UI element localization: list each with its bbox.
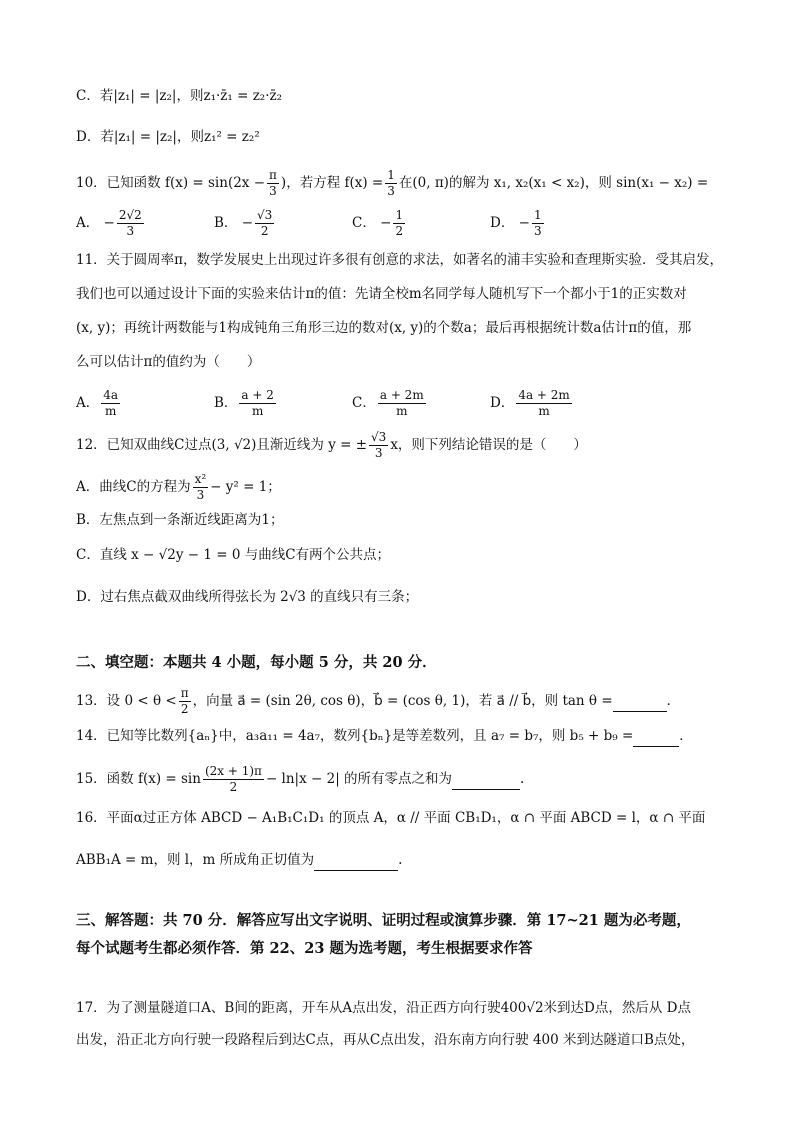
q12-stem bbox=[76, 430, 587, 461]
q11-option-a bbox=[76, 388, 122, 419]
q11-option-b bbox=[214, 388, 278, 419]
q11-option-a-label: A． bbox=[76, 395, 100, 411]
q11-option-d-den: m bbox=[538, 404, 550, 418]
q16-line-2-end: . bbox=[398, 852, 403, 868]
q13-answer-blank bbox=[613, 691, 667, 712]
q13-stem-part2: ，向量 a⃗ = (sin 2θ, cos θ)，b⃗ = (cos θ, 1)，若 a⃗ // b⃗，则 tan θ = bbox=[192, 693, 613, 709]
q12-option-a-part2: − y² = 1； bbox=[210, 479, 281, 495]
q16-line-2-text: ABB₁A = m，则 l，m 所成角正切值为 bbox=[76, 852, 315, 868]
q12-option-c: C．直线 x − √2y − 1 = 0 与曲线C有两个公共点； bbox=[76, 547, 391, 563]
q10-fraction-1-3 bbox=[385, 168, 397, 199]
q10-option-c bbox=[352, 208, 407, 239]
q15-answer-blank bbox=[452, 769, 520, 790]
q12-option-a bbox=[76, 472, 281, 503]
q11-option-c-label: C． bbox=[352, 395, 376, 411]
q12-stem-part1: 12．已知双曲线C过点(3, √2)且渐近线为 y = ± bbox=[76, 437, 368, 453]
q15-stem-end: . bbox=[520, 771, 525, 787]
q9-option-d: D．若|z₁| = |z₂|，则z₁² = z₂² bbox=[76, 129, 260, 145]
q10-frac2-den: 3 bbox=[387, 184, 395, 198]
q10-option-b-label: B． − bbox=[214, 215, 254, 231]
section-2-heading: 二、填空题：本题共 4 小题，每小题 5 分，共 20 分． bbox=[76, 654, 437, 671]
q11-option-c-den: m bbox=[396, 404, 408, 418]
q10-option-a-num: 2√2 bbox=[118, 208, 142, 222]
q10-option-d bbox=[490, 208, 546, 239]
q10-option-c-label: C． − bbox=[352, 215, 392, 231]
q10-option-d-den: 3 bbox=[533, 224, 542, 238]
q12-option-a-den: 3 bbox=[196, 488, 205, 502]
q10-option-d-fraction bbox=[532, 208, 544, 239]
q11-option-c bbox=[352, 388, 428, 419]
q11-option-d-num: 4a + 2m bbox=[518, 388, 570, 402]
q10-option-b-num: √3 bbox=[257, 208, 273, 222]
q9-option-c: C．若|z₁| = |z₂|，则z₁·z̄₁ = z₂·z̄₂ bbox=[76, 88, 283, 104]
q11-option-a-den: m bbox=[104, 404, 117, 418]
q17-line-1: 17．为了测量隧道口A、B间的距离，开车从A点出发，沿正西方向行驶400√2米到达D点，然后从 D点 bbox=[76, 1000, 691, 1016]
q16-answer-blank bbox=[314, 850, 398, 871]
q14-stem-end: ． bbox=[679, 728, 693, 744]
q11-option-b-label: B． bbox=[214, 395, 238, 411]
q13-frac-num: π bbox=[180, 686, 189, 700]
q12-option-a-part1: A．曲线C的方程为 bbox=[76, 479, 191, 495]
q10-option-b-den: 2 bbox=[260, 224, 269, 238]
q14-answer-blank bbox=[633, 726, 679, 747]
q10-option-b bbox=[214, 208, 276, 239]
q11-option-a-num: 4a bbox=[103, 388, 119, 402]
q17-line-2: 出发，沿正北方向行驶一段路程后到达C点，再从C点出发，沿东南方向行驶 400 米到达隧道口B点处， bbox=[76, 1032, 695, 1048]
q10-frac-num: π bbox=[269, 168, 277, 182]
q10-stem-part1: 10．已知函数 f(x) = sin(2x − bbox=[76, 175, 266, 191]
q16-line-1: 16．平面α过正方体 ABCD − A₁B₁C₁D₁ 的顶点 A，α // 平面 CB₁D₁，α ∩ 平面 ABCD = l，α ∩ 平面 bbox=[76, 810, 706, 826]
q14-stem bbox=[76, 726, 693, 747]
q10-option-c-den: 2 bbox=[395, 224, 404, 238]
q15-stem bbox=[76, 764, 524, 795]
q12-frac-den: 3 bbox=[374, 446, 383, 460]
q15-frac-num: (2x + 1)π bbox=[204, 764, 262, 778]
q11-option-d-fraction bbox=[516, 388, 572, 419]
q16-line-2 bbox=[76, 850, 402, 871]
q10-option-b-fraction bbox=[255, 208, 274, 239]
section-3-heading-line-2: 每个试题考生都必须作答．第 22、23 题为选考题，考生根据要求作答 bbox=[76, 940, 533, 957]
q10-option-a-den: 3 bbox=[126, 224, 135, 238]
q12-stem-fraction bbox=[369, 430, 388, 461]
q10-option-d-num: 1 bbox=[533, 208, 542, 222]
q11-line-2: 我们也可以通过设计下面的实验来估计π的值：先请全校m名同学每人随机写下一个都小于1的正实数对 bbox=[76, 286, 687, 302]
q13-frac-den: 2 bbox=[180, 702, 189, 716]
q11-option-a-fraction bbox=[101, 388, 120, 419]
q11-option-b-num: a + 2 bbox=[241, 388, 274, 402]
q10-stem bbox=[76, 168, 708, 199]
q11-option-d-label: D． bbox=[490, 395, 515, 411]
q10-option-a-fraction bbox=[117, 208, 144, 239]
q12-option-b: B．左焦点到一条渐近线距离为1； bbox=[76, 512, 284, 528]
q15-fraction bbox=[203, 764, 264, 795]
q14-stem-text: 14．已知等比数列{aₙ}中，a₃a₁₁ = 4a₇，数列{bₙ}是等差数列，且 a₇ = b₇，则 b₅ + b₉ = bbox=[76, 728, 634, 744]
q10-option-a-label: A． − bbox=[76, 215, 115, 231]
q15-stem-part2: − ln|x − 2| 的所有零点之和为 bbox=[265, 771, 453, 787]
q11-option-d bbox=[490, 388, 574, 419]
q10-option-c-num: 1 bbox=[395, 208, 404, 222]
q15-frac-den: 2 bbox=[229, 780, 238, 794]
q10-option-a bbox=[76, 208, 146, 239]
q11-line-1: 11．关于圆周率π，数学发展史上出现过许多很有创意的求法，如著名的浦丰实验和查理斯实验．受其启发， bbox=[76, 252, 724, 268]
q11-line-4: 么可以估计π的值约为（ ） bbox=[76, 354, 261, 370]
q11-option-b-den: m bbox=[251, 404, 264, 418]
q11-option-c-fraction bbox=[378, 388, 426, 419]
q10-option-c-fraction bbox=[393, 208, 405, 239]
q12-stem-part2: x，则下列结论错误的是（ ） bbox=[390, 437, 587, 453]
q10-option-d-label: D． − bbox=[490, 215, 530, 231]
q11-option-c-num: a + 2m bbox=[379, 388, 424, 402]
q10-frac2-num: 1 bbox=[387, 168, 395, 182]
q12-option-a-fraction bbox=[193, 472, 209, 503]
section-3-heading-line-1: 三、解答题：共 70 分．解答应写出文字说明、证明过程或演算步骤．第 17~21 题为必考题， bbox=[76, 912, 691, 929]
q13-fraction bbox=[179, 686, 191, 717]
q13-stem-part1: 13．设 0 < θ < bbox=[76, 693, 177, 709]
q12-option-a-num: x² bbox=[194, 472, 207, 486]
q10-frac-den: 3 bbox=[269, 184, 277, 198]
q12-option-d: D．过右焦点截双曲线所得弦长为 2√3 的直线只有三条； bbox=[76, 589, 419, 605]
q11-line-3: (x, y)；再统计两数能与1构成钝角三角形三边的数对(x, y)的个数a；最后再根据统计数a估计π的值，那 bbox=[76, 320, 692, 336]
q11-option-b-fraction bbox=[239, 388, 275, 419]
q10-stem-part3: 在(0, π)的解为 x₁, x₂(x₁ < x₂)，则 sin(x₁ − x₂) = bbox=[398, 175, 709, 191]
q10-fraction-pi-3 bbox=[267, 168, 279, 199]
q13-stem-end: ． bbox=[666, 693, 681, 709]
q10-stem-part2: )，若方程 f(x) = bbox=[280, 175, 384, 191]
q15-stem-part1: 15．函数 f(x) = sin bbox=[76, 771, 201, 787]
q12-frac-num: √3 bbox=[371, 430, 387, 444]
q13-stem bbox=[76, 686, 680, 717]
